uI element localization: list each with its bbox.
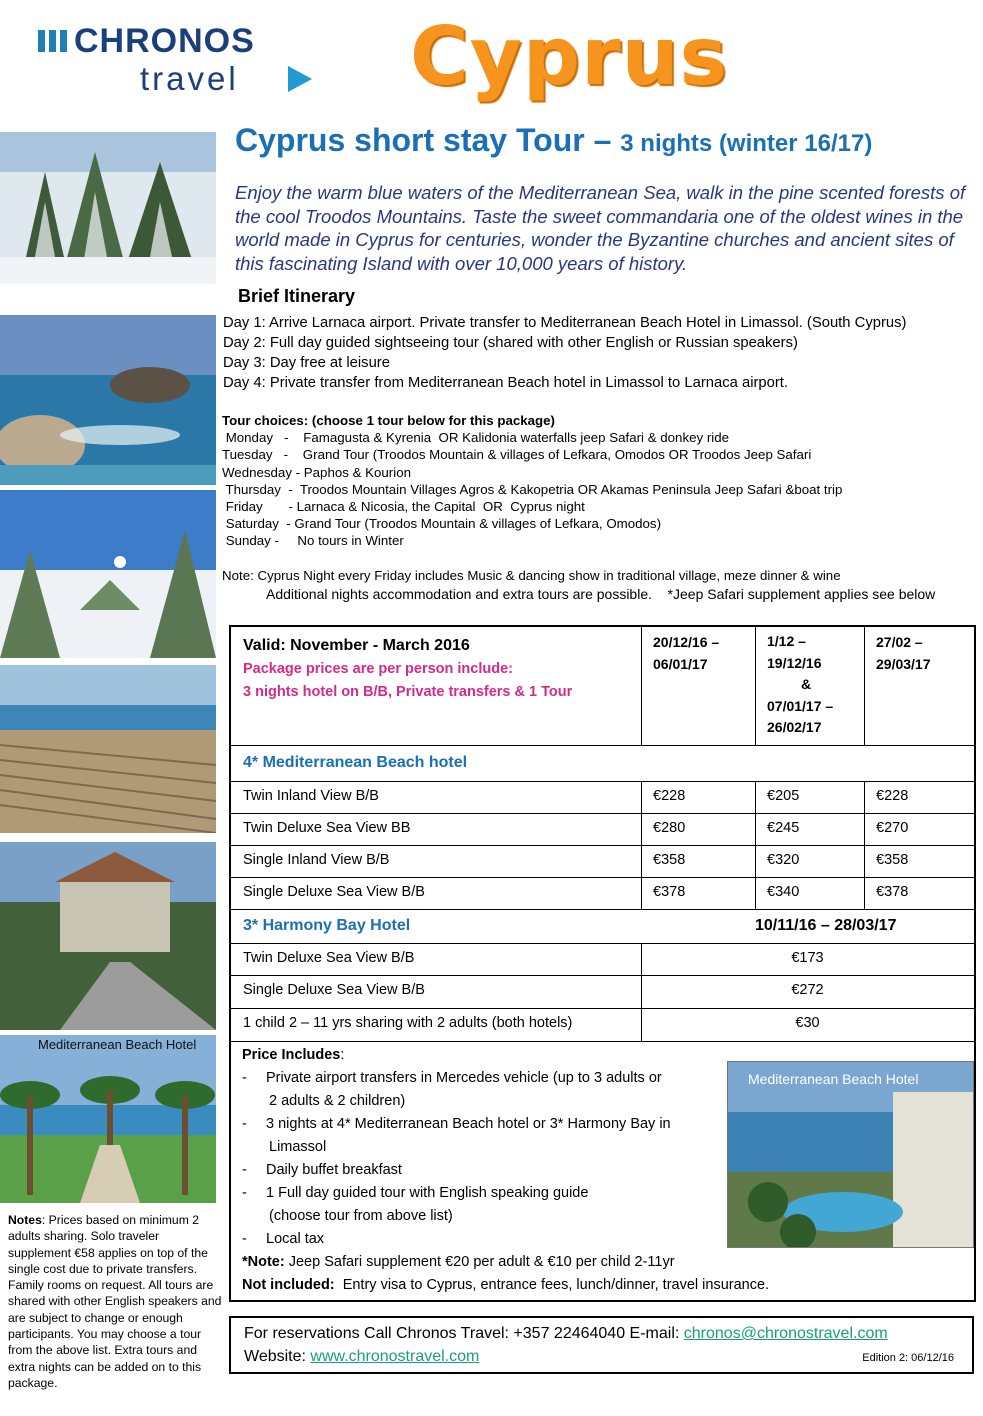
price-cell: €30 xyxy=(795,1015,820,1031)
room-type: Twin Deluxe Sea View B/B xyxy=(243,950,415,966)
edition: Edition 2: 06/12/16 xyxy=(862,1352,954,1364)
tour-choice: Friday - Larnaca & Nicosia, the Capital OR Cyprus night xyxy=(222,499,585,515)
table-header-row xyxy=(231,627,974,745)
price-cell: €173 xyxy=(791,950,824,966)
tour-choice: Thursday - Troodos Mountain Villages Agros & Kakopetria OR Akamas Peninsula Jeep Safari &boat trip xyxy=(222,481,843,497)
room-type: Twin Deluxe Sea View BB xyxy=(243,820,411,836)
photo-caption: Mediterranean Beach Hotel xyxy=(38,1037,197,1052)
date-column-3: 27/02 – 29/03/17 xyxy=(876,634,931,672)
itinerary-day: Day 4: Private transfer from Mediterranean Beach hotel in Limassol to Larnaca airport. xyxy=(223,375,789,391)
include-item: - 1 Full day guided tour with English speaking guide xyxy=(242,1182,769,1205)
table-row xyxy=(231,975,974,1009)
note xyxy=(222,567,935,603)
price-cell: €228 xyxy=(653,788,686,804)
include-item: - Private airport transfers in Mercedes vehicle (up to 3 adults or xyxy=(242,1067,769,1090)
date-column-1: 20/12/16 – 06/01/17 xyxy=(653,634,720,672)
hotel-row xyxy=(231,745,974,782)
table-row xyxy=(231,813,974,846)
itinerary-days xyxy=(223,313,906,393)
table-row xyxy=(231,877,974,910)
room-type: 1 child 2 – 11 yrs sharing with 2 adults (both hotels) xyxy=(243,1015,573,1031)
price-cell: €378 xyxy=(653,884,686,900)
price-cell: €245 xyxy=(767,820,800,836)
include-item: - Daily buffet breakfast xyxy=(242,1159,769,1182)
table-row xyxy=(231,781,974,814)
snow-mountain-photo xyxy=(0,490,216,658)
tour-choices xyxy=(222,412,842,550)
footer xyxy=(229,1316,974,1374)
footer-contact: For reservations Call Chronos Travel: +357 22464040 E-mail: chronos@chronostravel.com xyxy=(244,1325,888,1342)
footer-website: Website: www.chronostravel.com xyxy=(244,1348,480,1365)
price-cell: €320 xyxy=(767,852,800,868)
package-includes-text: 3 nights hotel on B/B, Private transfers & 1 Tour xyxy=(243,684,573,700)
notes: Notes: Prices based on minimum 2 adults sharing. Solo traveler supplement €58 applies on top of the single cost due to private transfers. Family rooms on request. All tours are shared with other English speakers and are subject to change or enough participants. You may choose a tour from the above list. Extra tours and extra nights can be added on to this package. xyxy=(8,1213,222,1390)
note-line: Note: Cyprus Night every Friday includes Music & dancing show in traditional village, meze dinner & wine xyxy=(222,568,841,583)
tour-choices-heading: Tour choices: (choose 1 tour below for this package) xyxy=(222,413,555,428)
coast-rocks-photo xyxy=(0,315,216,485)
page-title: Cyprus xyxy=(410,10,729,103)
include-item-cont: (choose tour from above list) xyxy=(269,1208,453,1224)
itinerary-day: Day 3: Day free at leisure xyxy=(223,355,390,371)
price-cell: €270 xyxy=(876,820,909,836)
snowy-forest-photo xyxy=(0,132,216,284)
include-item: - 3 nights at 4* Mediterranean Beach hotel or 3* Harmony Bay in xyxy=(242,1113,769,1136)
logo-name: CHRONOS xyxy=(74,22,255,60)
hotel-row xyxy=(231,909,974,944)
table-row xyxy=(231,1008,974,1042)
website-link[interactable]: www.chronostravel.com xyxy=(310,1348,480,1365)
includes-heading: Price Includes xyxy=(242,1047,341,1063)
jeep-note: *Note: Jeep Safari supplement €20 per adult & €10 per child 2-11yr xyxy=(242,1254,675,1270)
price-cell: €358 xyxy=(876,852,909,868)
not-included: Not included: Entry visa to Cyprus, entrance fees, lunch/dinner, travel insurance. xyxy=(242,1277,770,1293)
itinerary-day: Day 1: Arrive Larnaca airport. Private transfer to Mediterranean Beach Hotel in Limassol. (South Cyprus) xyxy=(223,315,907,331)
room-type: Single Deluxe Sea View B/B xyxy=(243,982,425,998)
room-type: Single Deluxe Sea View B/B xyxy=(243,884,425,900)
price-cell: €280 xyxy=(653,820,686,836)
include-item-cont: Limassol xyxy=(269,1139,327,1155)
package-includes-label: Package prices are per person include: xyxy=(243,661,513,677)
note-line: Additional nights accommodation and extra tours are possible. *Jeep Safari supplement applies see below xyxy=(266,586,936,602)
room-type: Single Inland View B/B xyxy=(243,852,390,868)
table-row xyxy=(231,845,974,878)
itinerary-day: Day 2: Full day guided sightseeing tour (shared with other English or Russian speakers) xyxy=(223,335,798,351)
beach-hotel-garden-photo xyxy=(0,1035,216,1203)
price-cell: €272 xyxy=(791,982,824,998)
logo-mark xyxy=(38,30,67,52)
price-cell: €340 xyxy=(767,884,800,900)
tour-choice: Wednesday - Paphos & Kourion xyxy=(222,464,411,480)
photo-caption: Mediterranean Beach Hotel xyxy=(748,1071,919,1087)
date-column-2: 1/12 – 19/12/16 & 07/01/17 – 26/02/17 xyxy=(767,633,834,735)
tour-subtitle: 3 nights (winter 16/17) xyxy=(620,130,873,157)
price-cell: €358 xyxy=(653,852,686,868)
logo-arrow-icon xyxy=(288,66,312,92)
include-item: - Local tax xyxy=(242,1228,769,1251)
hotel-dates: 10/11/16 – 28/03/17 xyxy=(755,917,897,934)
amphitheatre-photo xyxy=(0,665,216,833)
hotel-photo xyxy=(727,1061,974,1248)
monastery-photo xyxy=(0,842,216,1030)
tour-title: Cyprus short stay Tour – 3 nights (winter 16/17) xyxy=(235,122,873,158)
table-header-info xyxy=(231,627,641,745)
itinerary-heading: Brief Itinerary xyxy=(238,286,356,306)
table-row xyxy=(231,943,974,976)
price-cell: €228 xyxy=(876,788,909,804)
tour-choice: Monday - Famagusta & Kyrenia OR Kalidonia waterfalls jeep Safari & donkey ride xyxy=(222,430,730,446)
hotel-name: 3* Harmony Bay Hotel xyxy=(243,917,411,934)
tour-choice: Tuesday - Grand Tour (Troodos Mountain & villages of Lefkara, Omodos OR Troodos Jeep Safari xyxy=(222,447,812,463)
email-link[interactable]: chronos@chronostravel.com xyxy=(683,1325,888,1342)
price-cell: €205 xyxy=(767,788,800,804)
hotel-name: 4* Mediterranean Beach hotel xyxy=(243,754,468,771)
intro-text: Enjoy the warm blue waters of the Mediterranean Sea, walk in the pine scented forests of the cool Troodos Mountains. Taste the sweet commandaria one of the oldest wines in the world made in Cyprus for centuries, wonder the Byzantine churches and ancient sites of this fascinating Island with over 10,000 years of history. xyxy=(235,182,966,274)
valid-dates: Valid: November - March 2016 xyxy=(243,637,470,654)
price-cell: €378 xyxy=(876,884,909,900)
notes-label: Notes xyxy=(8,1213,42,1227)
room-type: Twin Inland View B/B xyxy=(243,788,379,804)
include-item-cont: 2 adults & 2 children) xyxy=(269,1093,406,1109)
tour-choice: Sunday - No tours in Winter xyxy=(222,533,404,549)
price-includes: Price Includes: - Private airport transfers in Mercedes vehicle (up to 3 adults or 2 adults & 2 children) - 3 nights at 4* Mediterranean Beach hotel or 3* Harmony Bay in Limassol - Daily buffet breakfast - 1 Full day guided tour with English speaking guide (choose tour from above list) - Local tax *Note: Jeep Safari supplement €20 per adult & €10 per child 2-11yr Not included: Entry visa to Cyprus, entrance fees, lunch/dinner, travel insurance. xyxy=(242,1044,769,1297)
tour-choice: Saturday - Grand Tour (Troodos Mountain & villages of Lefkara, Omodos) xyxy=(222,516,662,532)
logo-sub: travel xyxy=(140,60,239,97)
